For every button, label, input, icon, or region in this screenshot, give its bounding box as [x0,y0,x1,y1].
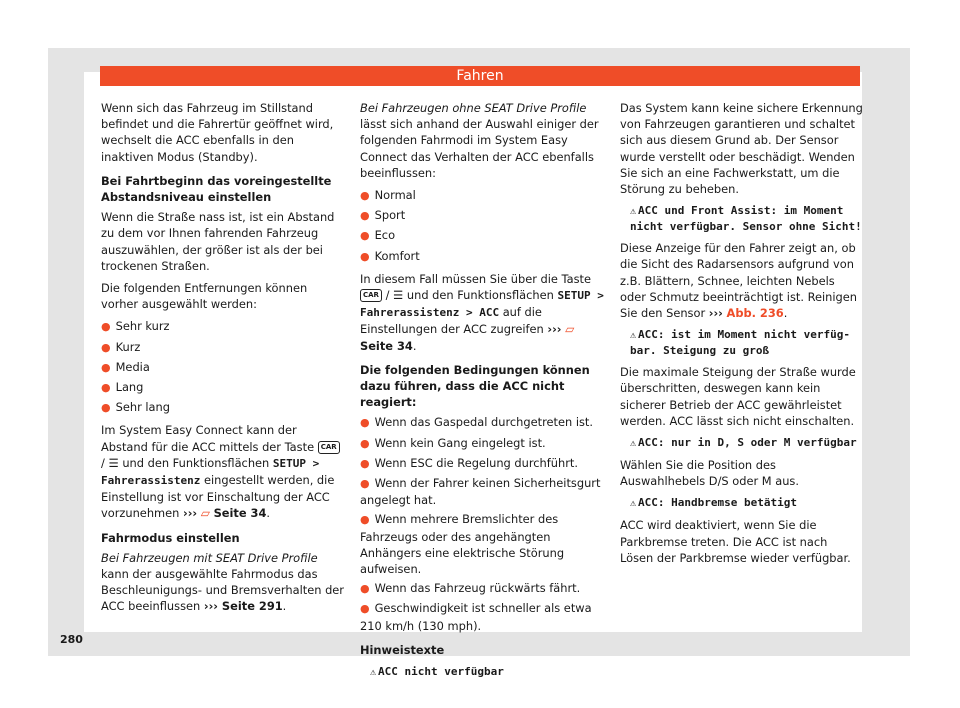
menu-path: SETUP > Fahrerassistenz > ACC [360,289,604,320]
paragraph: Wählen Sie die Position des Auswahlhebels D/S oder M aus. [620,458,799,489]
section-heading: Fahrmodus einstellen [101,530,240,545]
bullet-icon: ● [101,401,111,415]
section-heading: Die folgenden Bedingungen können dazu führen, dass die ACC nicht reagiert: [360,362,590,410]
bullet-icon: ● [360,189,370,203]
paragraph: Diese Anzeige für den Fahrer zeigt an, ob die Sicht des Radarsensors aufgrund von z.B. Blättern, Schnee, leichten Nebels oder Schmutz beeinträchtigt ist. Reinigen Sie den Sensor ››› Abb. 236. [620,241,858,321]
paragraph: Wenn die Straße nass ist, ist ein Abstand zu dem vor Ihnen fahrenden Fahrzeug auszuwählen, der größer ist als der bei trockenen Straßen. [101,210,335,273]
list-item: ● Kurz [101,339,141,354]
column-3 [620,100,864,572]
figure-reference-link[interactable]: Abb. 236 [726,306,784,321]
paragraph: Das System kann keine sichere Erkennung von Fahrzeugen garantieren und schaltet sich aus diesem Grund ab. Der Sensor wurde verstellt oder beschädigt. Wenden Sie sich an eine Fachwerkstatt, um die Störung zu beheben. [620,101,863,197]
book-icon: ▱ [200,506,210,521]
page-number: 280 [60,633,83,646]
paragraph: Im System Easy Connect kann der Abstand für die ACC mittels der Taste CAR / ☰ und den Funktionsflächen SETUP > Fahrerassistenz eingestellt werden, die Einstellung ist vor Einschaltung der ACC vorzunehmen ››› ▱ Seite 34. [101,422,345,521]
list-item: ● Sehr kurz [101,319,170,334]
paragraph: Die maximale Steigung der Straße wurde überschritten, deswegen kann kein sicherer Betrieb der ACC gewährleistet werden. ACC lässt sich nicht einschalten. [620,365,856,428]
paragraph: Bei Fahrzeugen ohne SEAT Drive Profile lässt sich anhand der Auswahl einiger der folgenden Fahrmodi im System Easy Connect das Verhalten der ACC ebenfalls beeinflussen: [360,101,599,180]
bullet-icon: ● [101,340,111,354]
bullet-icon: ● [101,360,111,374]
page-reference-link[interactable]: Seite 34 [213,506,267,521]
driving-mode-list [360,187,604,265]
paragraph: Die folgenden Entfernungen können vorher ausgewählt werden: [101,281,308,312]
list-item: ● Komfort [360,248,420,263]
section-heading: Bei Fahrtbeginn das voreingestellte Abstandsniveau einstellen [101,173,332,205]
car-key-icon: CAR [318,441,340,454]
bullet-icon: ● [360,582,370,596]
warning-message: ⚠ ACC nicht verfügbar [370,665,504,679]
list-item: ● Media [101,359,150,374]
paragraph: Bei Fahrzeugen mit SEAT Drive Profile kann der ausgewählte Fahrmodus das Beschleunigungs- und Bremsverhalten der ACC beeinflussen ››› Seite 291. [101,550,344,614]
list-item: ● Wenn kein Gang eingelegt ist. [360,435,546,450]
acc-warning-icon: ⚠ [630,498,637,510]
bullet-icon: ● [101,381,111,395]
bullet-icon: ● [360,602,370,616]
paragraph: Wenn sich das Fahrzeug im Stillstand befindet und die Fahrertür geöffnet wird, wechselt die ACC ebenfalls in den inaktiven Modus (Standby). [101,101,334,164]
bullet-icon: ● [360,477,370,491]
bullet-icon: ● [360,456,370,470]
list-item: ● Wenn der Fahrer keinen Sicherheitsgurt angelegt hat. [360,476,601,508]
car-key-icon: CAR [360,289,382,302]
list-item: ● Wenn das Fahrzeug rückwärts fährt. [360,581,581,596]
bullet-icon: ● [360,209,370,223]
acc-warning-icon: ⚠ [370,667,377,679]
warning-message: ⚠ ACC: nur in D, S oder M verfügbar [630,436,857,450]
list-item: ● Wenn das Gaspedal durchgetreten ist. [360,415,594,430]
acc-warning-icon: ⚠ [630,206,637,218]
warning-message: ⚠ ACC: Handbremse betätigt [630,496,797,510]
paragraph: ACC wird deaktiviert, wenn Sie die Parkbremse treten. Die ACC ist nach Lösen der Parkbremse wieder verfügbar. [620,518,851,565]
bullet-icon: ● [101,320,111,334]
section-heading: Hinweistexte [360,642,445,657]
book-icon: ▱ [565,322,575,337]
acc-warning-icon: ⚠ [630,438,637,450]
chapter-header: Fahren [100,66,860,86]
page-reference-link[interactable]: Seite 34 [360,338,413,353]
list-item: ● Wenn ESC die Regelung durchführt. [360,455,578,470]
bullet-icon: ● [360,249,370,263]
paragraph: In diesem Fall müssen Sie über die Taste CAR / ☰ und den Funktionsflächen SETUP > Fahrerassistenz > ACC auf die Einstellungen der ACC zugreifen ››› ▱ Seite 34. [360,271,604,353]
list-item: ● Eco [360,228,396,243]
column-2 [360,100,604,686]
column-1 [101,100,345,621]
page-reference-link[interactable]: ››› Seite 291 [203,599,283,614]
list-item: ● Geschwindigkeit ist schneller als etwa 210 km/h (130 mph). [360,601,592,633]
bullet-icon: ● [360,436,370,450]
list-item: ● Sport [360,208,406,223]
list-item: ● Wenn mehrere Bremslichter des Fahrzeugs oder des angehängten Anhängers eine elektrische Störung aufweisen. [360,512,565,577]
acc-warning-icon: ⚠ [630,330,637,342]
bullet-icon: ● [360,416,370,430]
bullet-icon: ● [360,229,370,243]
reference-arrows: ››› [183,506,198,521]
reference-arrows: ››› [708,306,723,321]
distance-list [101,318,345,416]
menu-path: SETUP > Fahrerassistenz [101,456,320,488]
warning-message: ⚠ ACC: ist im Moment nicht verfügbar. Steigung zu groß [630,328,850,358]
reference-arrows: ››› [547,322,562,337]
list-item: ● Lang [101,380,144,395]
list-item: ● Sehr lang [101,400,170,415]
menu-icon: ☰ [108,455,119,470]
warning-message: ⚠ ACC und Front Assist: im Moment nicht verfügbar. Sensor ohne Sicht! [630,204,862,234]
condition-list [360,414,604,633]
menu-icon: ☰ [393,288,404,303]
bullet-icon: ● [360,513,370,527]
list-item: ● Normal [360,188,416,203]
